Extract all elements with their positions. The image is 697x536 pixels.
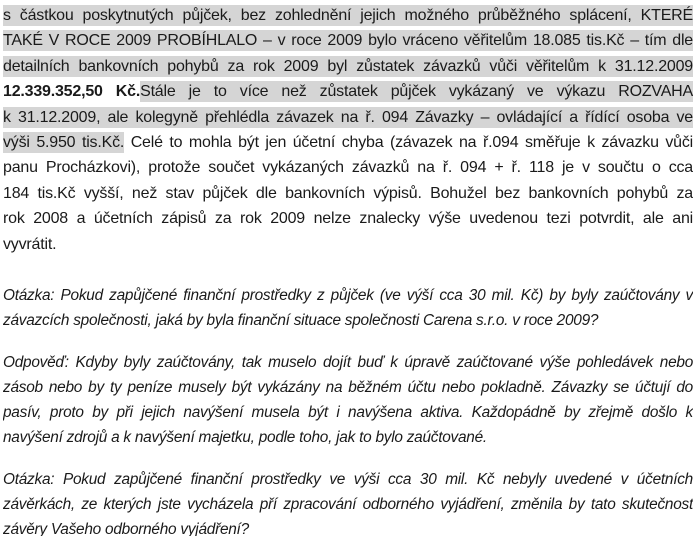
highlighted-text: výši 5.950 tis.Kč. xyxy=(3,133,125,151)
text-segment: závazcích společnosti, jaká by byla finanční situace společnosti Carena s.r.o. v roce 2009? xyxy=(3,311,599,329)
text-segment: navýšení zdrojů a k navýšení majetku, podle toho, jak to bylo zaúčtované. xyxy=(3,428,487,446)
text-segment: zásob nebo by ty peníze musely být vykázány na běžném účtu nebo pokladně. Závazky se účtují do xyxy=(3,378,693,396)
text-segment: Odpověď: Kdyby byly zaúčtovány, tak muselo dojít buď k úpravě zaúčtované výše pohledávek nebo xyxy=(3,353,693,371)
text-line xyxy=(3,283,693,308)
text-segment: pasív, proto by při jejich navýšení musela být i navýšena aktiva. Každopádně by zřejmě došlo k xyxy=(3,403,693,421)
text-line xyxy=(3,425,693,450)
text-line xyxy=(3,28,693,53)
text-segment: závěrkách, ze kterých jste vycházela pří zpracování odborného vyjádření, změnila by tato skutečnost xyxy=(3,495,693,513)
highlighted-text: Stále je to více než zůstatek půjček vykázaný ve výkazu ROZVAHA xyxy=(140,83,693,101)
text-line xyxy=(3,232,693,257)
text-line xyxy=(3,105,693,130)
text-line xyxy=(3,517,693,536)
highlighted-text: TAKÉ V ROCE 2009 PROBÍHLALO – v roce 2009 bylo vráceno věřitelům 18.085 tis.Kč – tím dle xyxy=(3,32,693,50)
highlighted-text: k 31.12.2009, ale kolegyně přehlédla závazek na ř. 094 Závazky – ovládající a řídící osoba ve xyxy=(3,108,693,126)
text-segment: 184 tis.Kč vyšší, než stav půjček dle bankovních výpisů. Bohužel bez bankovních pohybů za xyxy=(3,184,693,202)
highlighted-text: detailních bankovních pohybů za rok 2009 byl zůstatek závazků vůči věřitelům k 31.12.2009 xyxy=(3,57,693,75)
question-2-paragraph xyxy=(3,467,693,536)
text-line xyxy=(3,467,693,492)
text-line xyxy=(3,206,693,231)
question-1-paragraph xyxy=(3,283,693,333)
text-line xyxy=(3,155,693,180)
text-segment: závěry Vašeho odborného vyjádření? xyxy=(3,520,249,536)
highlighted-text: s částkou poskytnutých půjček, bez zohlednění jejich možného průběžného splácení, KTERÉ xyxy=(3,7,693,24)
answer-1-paragraph xyxy=(3,350,693,450)
text-line xyxy=(3,350,693,375)
text-line xyxy=(3,79,693,104)
text-line xyxy=(3,308,693,333)
text-line xyxy=(3,492,693,517)
text-line xyxy=(3,400,693,425)
expert-report-continued-paragraph xyxy=(3,3,693,257)
text-segment: Celé to mohla být jen účetní chyba (závazek na ř.094 směřuje k závazku vůči xyxy=(124,133,693,151)
text-segment: Otázka: Pokud zapůjčené finanční prostředky ve výši cca 30 mil. Kč nebyly uvedené v účetních xyxy=(3,470,693,488)
text-segment: rok 2008 a účetních zápisů za rok 2009 nelze znalecky výše uvedenou tezi potvrdit, ale ani xyxy=(3,210,693,228)
text-line xyxy=(3,181,693,206)
text-segment: Otázka: Pokud zapůjčené finanční prostředky z půjček (ve výší cca 30 mil. Kč) by byly zaúčtovány v xyxy=(3,286,693,304)
text-segment: panu Procházkovi), protože součet vykázaných závazků na ř. 094 + ř. 118 je v součtu o cca xyxy=(3,159,693,177)
text-line xyxy=(3,130,693,155)
text-line xyxy=(3,54,693,79)
text-line xyxy=(3,3,693,28)
bold-amount: 12.339.352,50 Kč. xyxy=(3,83,141,101)
text-line xyxy=(3,375,693,400)
text-segment: vyvrátit. xyxy=(3,235,57,253)
